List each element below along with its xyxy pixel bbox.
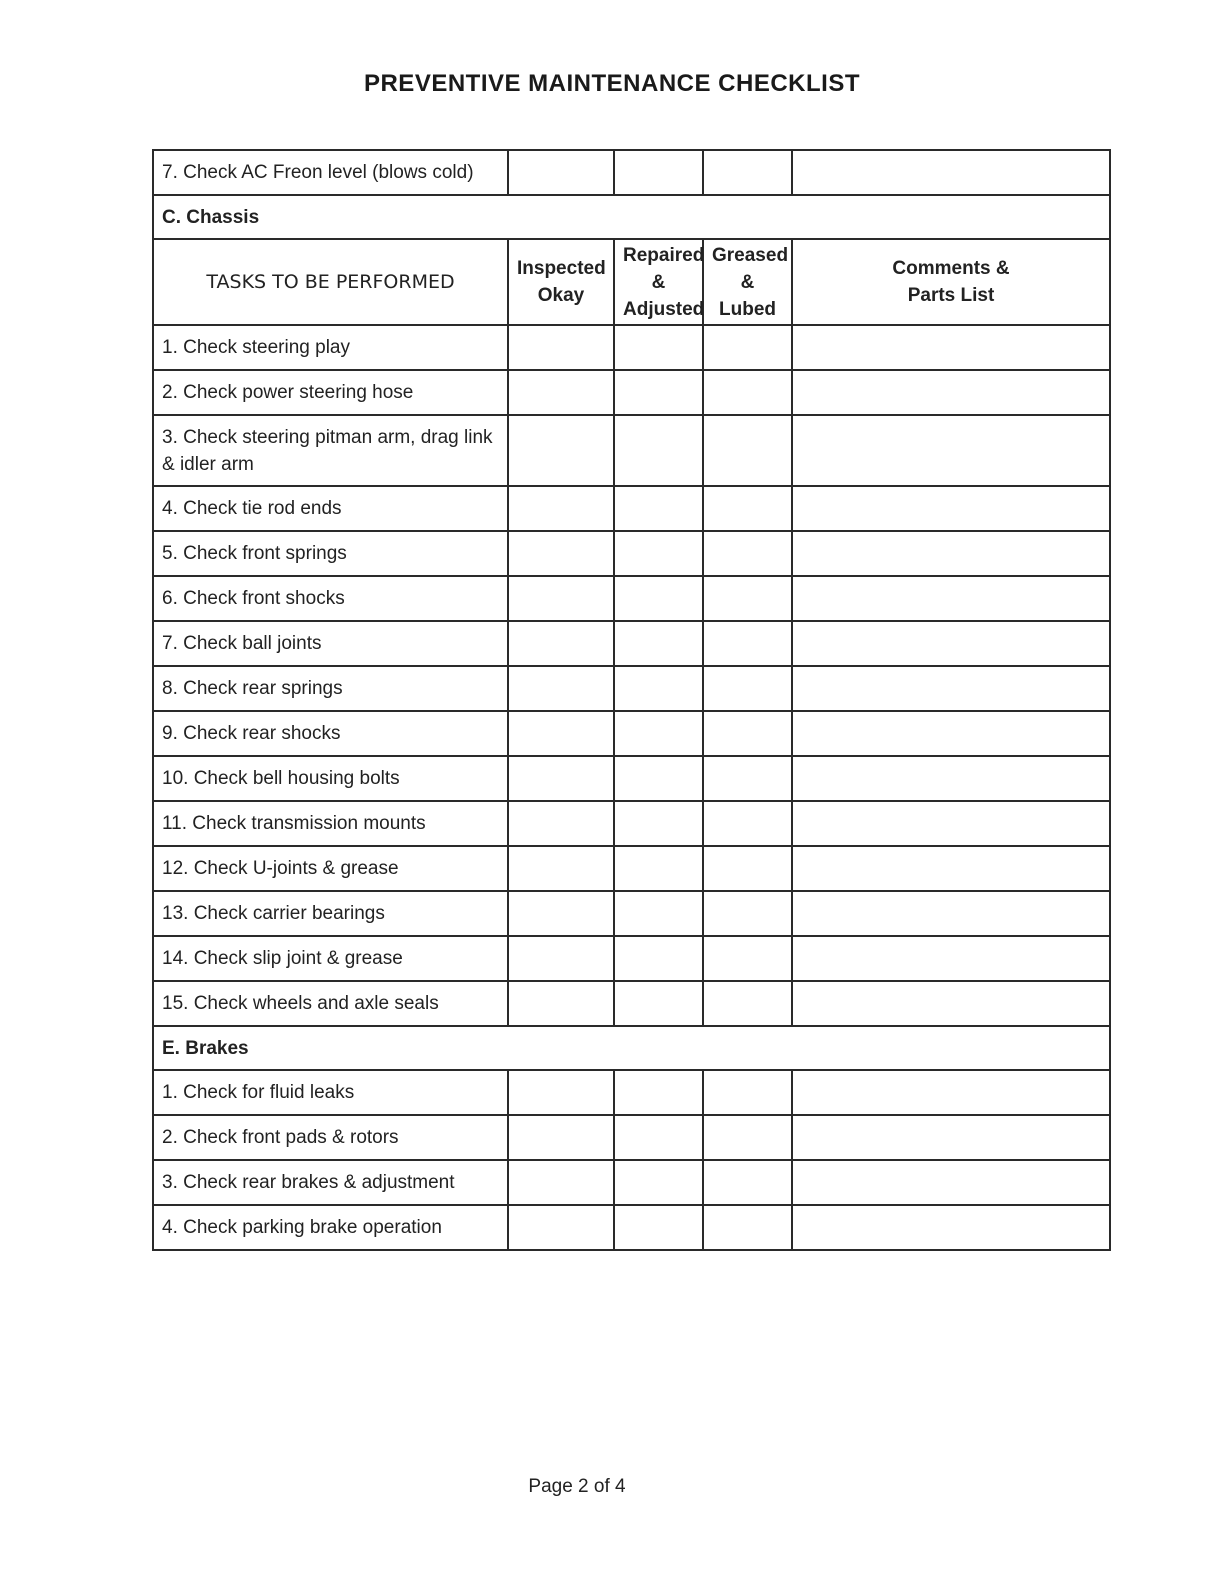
comments-cell[interactable] — [792, 1205, 1110, 1250]
comments-parts-header: Comments & Parts List — [792, 239, 1110, 325]
greased-lubed-cell[interactable] — [703, 531, 792, 576]
task-label: 14. Check slip joint & grease — [153, 936, 508, 981]
comments-cell[interactable] — [792, 756, 1110, 801]
comments-cell[interactable] — [792, 576, 1110, 621]
comments-cell[interactable] — [792, 486, 1110, 531]
greased-lubed-cell[interactable] — [703, 576, 792, 621]
task-label: 7. Check ball joints — [153, 621, 508, 666]
repaired-adjusted-cell[interactable] — [614, 666, 703, 711]
table-row — [153, 846, 1110, 891]
greased-lubed-cell[interactable] — [703, 756, 792, 801]
inspected-okay-cell[interactable] — [508, 891, 614, 936]
repaired-adjusted-cell[interactable] — [614, 1160, 703, 1205]
task-label: 15. Check wheels and axle seals — [153, 981, 508, 1026]
inspected-okay-cell[interactable] — [508, 1160, 614, 1205]
section-row-chassis — [153, 195, 1110, 239]
greased-lubed-cell[interactable] — [703, 711, 792, 756]
column-header-row — [153, 239, 1110, 325]
table-row — [153, 415, 1110, 486]
inspected-okay-cell[interactable] — [508, 150, 614, 195]
greased-lubed-cell[interactable] — [703, 1205, 792, 1250]
comments-cell[interactable] — [792, 150, 1110, 195]
comments-cell[interactable] — [792, 846, 1110, 891]
repaired-adjusted-cell[interactable] — [614, 1070, 703, 1115]
table-row — [153, 370, 1110, 415]
section-heading: C. Chassis — [153, 195, 1110, 239]
inspected-okay-cell[interactable] — [508, 666, 614, 711]
repaired-adjusted-cell[interactable] — [614, 621, 703, 666]
task-label: 8. Check rear springs — [153, 666, 508, 711]
repaired-adjusted-cell[interactable] — [614, 1205, 703, 1250]
greased-lubed-cell[interactable] — [703, 621, 792, 666]
document-title: PREVENTIVE MAINTENANCE CHECKLIST — [363, 70, 861, 97]
task-label: 4. Check tie rod ends — [153, 486, 508, 531]
inspected-okay-cell[interactable] — [508, 756, 614, 801]
repaired-adjusted-cell[interactable] — [614, 891, 703, 936]
table-row — [153, 801, 1110, 846]
task-label: 11. Check transmission mounts — [153, 801, 508, 846]
inspected-okay-cell[interactable] — [508, 936, 614, 981]
task-label: 9. Check rear shocks — [153, 711, 508, 756]
repaired-adjusted-cell[interactable] — [614, 576, 703, 621]
repaired-adjusted-cell[interactable] — [614, 415, 703, 486]
greased-lubed-cell[interactable] — [703, 370, 792, 415]
greased-lubed-cell[interactable] — [703, 1070, 792, 1115]
greased-lubed-cell[interactable] — [703, 325, 792, 370]
greased-lubed-cell[interactable] — [703, 150, 792, 195]
table-row — [153, 936, 1110, 981]
repaired-adjusted-header: Repaired & Adjusted — [614, 239, 703, 325]
table-row — [153, 756, 1110, 801]
inspected-okay-cell[interactable] — [508, 531, 614, 576]
comments-cell[interactable] — [792, 370, 1110, 415]
table-row — [153, 531, 1110, 576]
task-label: 4. Check parking brake operation — [153, 1205, 508, 1250]
comments-cell[interactable] — [792, 891, 1110, 936]
comments-cell[interactable] — [792, 981, 1110, 1026]
comments-cell[interactable] — [792, 1160, 1110, 1205]
repaired-adjusted-cell[interactable] — [614, 531, 703, 576]
comments-cell[interactable] — [792, 666, 1110, 711]
comments-cell[interactable] — [792, 711, 1110, 756]
table-row — [153, 1160, 1110, 1205]
brakes-task-rows — [153, 1070, 1110, 1250]
inspected-okay-cell[interactable] — [508, 711, 614, 756]
inspected-okay-cell[interactable] — [508, 576, 614, 621]
task-label: 5. Check front springs — [153, 531, 508, 576]
table-row — [153, 325, 1110, 370]
greased-lubed-cell[interactable] — [703, 666, 792, 711]
repaired-adjusted-cell[interactable] — [614, 1115, 703, 1160]
inspected-okay-cell[interactable] — [508, 486, 614, 531]
repaired-adjusted-cell[interactable] — [614, 486, 703, 531]
task-label: 12. Check U-joints & grease — [153, 846, 508, 891]
table-row — [153, 666, 1110, 711]
greased-lubed-cell[interactable] — [703, 801, 792, 846]
inspected-okay-cell[interactable] — [508, 325, 614, 370]
comments-cell[interactable] — [792, 1115, 1110, 1160]
repaired-adjusted-cell[interactable] — [614, 936, 703, 981]
greased-lubed-cell[interactable] — [703, 936, 792, 981]
inspected-okay-cell[interactable] — [508, 621, 614, 666]
comments-cell[interactable] — [792, 415, 1110, 486]
repaired-adjusted-cell[interactable] — [614, 370, 703, 415]
section-heading: E. Brakes — [153, 1026, 1110, 1070]
inspected-okay-cell[interactable] — [508, 415, 614, 486]
comments-cell[interactable] — [792, 801, 1110, 846]
table-row — [153, 1205, 1110, 1250]
task-label: 10. Check bell housing bolts — [153, 756, 508, 801]
inspected-okay-cell[interactable] — [508, 981, 614, 1026]
comments-cell[interactable] — [792, 325, 1110, 370]
repaired-adjusted-cell[interactable] — [614, 801, 703, 846]
maintenance-checklist-table — [152, 149, 1111, 1251]
table-row — [153, 576, 1110, 621]
table-row — [153, 486, 1110, 531]
greased-lubed-cell[interactable] — [703, 891, 792, 936]
table-row — [153, 981, 1110, 1026]
chassis-task-rows — [153, 325, 1110, 1026]
table-row — [153, 711, 1110, 756]
repaired-adjusted-cell[interactable] — [614, 846, 703, 891]
task-label: 2. Check power steering hose — [153, 370, 508, 415]
task-label: 2. Check front pads & rotors — [153, 1115, 508, 1160]
greased-lubed-header: Greased & Lubed — [703, 239, 792, 325]
page-number: Page 2 of 4 — [528, 1476, 626, 1497]
comments-cell[interactable] — [792, 1070, 1110, 1115]
section-row-brakes — [153, 1026, 1110, 1070]
greased-lubed-cell[interactable] — [703, 1115, 792, 1160]
inspected-okay-cell[interactable] — [508, 1205, 614, 1250]
greased-lubed-cell[interactable] — [703, 981, 792, 1026]
inspected-okay-cell[interactable] — [508, 1115, 614, 1160]
repaired-adjusted-cell[interactable] — [614, 756, 703, 801]
inspected-okay-cell[interactable] — [508, 370, 614, 415]
inspected-okay-cell[interactable] — [508, 801, 614, 846]
comments-cell[interactable] — [792, 936, 1110, 981]
table-row — [153, 1070, 1110, 1115]
task-label: 3. Check rear brakes & adjustment — [153, 1160, 508, 1205]
greased-lubed-cell[interactable] — [703, 846, 792, 891]
task-label: 1. Check steering play — [153, 325, 508, 370]
tasks-column-header: TASKS TO BE PERFORMED — [153, 239, 508, 325]
inspected-okay-header: Inspected Okay — [508, 239, 614, 325]
table-row — [153, 150, 1110, 195]
task-label: 13. Check carrier bearings — [153, 891, 508, 936]
inspected-okay-cell[interactable] — [508, 846, 614, 891]
repaired-adjusted-cell[interactable] — [614, 150, 703, 195]
greased-lubed-cell[interactable] — [703, 415, 792, 486]
task-label: 3. Check steering pitman arm, drag link & idler arm — [153, 415, 508, 486]
greased-lubed-cell[interactable] — [703, 1160, 792, 1205]
greased-lubed-cell[interactable] — [703, 486, 792, 531]
task-label: 6. Check front shocks — [153, 576, 508, 621]
repaired-adjusted-cell[interactable] — [614, 325, 703, 370]
comments-cell[interactable] — [792, 531, 1110, 576]
table-row — [153, 891, 1110, 936]
repaired-adjusted-cell[interactable] — [614, 981, 703, 1026]
comments-cell[interactable] — [792, 621, 1110, 666]
repaired-adjusted-cell[interactable] — [614, 711, 703, 756]
table-row — [153, 1115, 1110, 1160]
task-label: 7. Check AC Freon level (blows cold) — [153, 150, 508, 195]
table-row — [153, 621, 1110, 666]
task-label: 1. Check for fluid leaks — [153, 1070, 508, 1115]
inspected-okay-cell[interactable] — [508, 1070, 614, 1115]
